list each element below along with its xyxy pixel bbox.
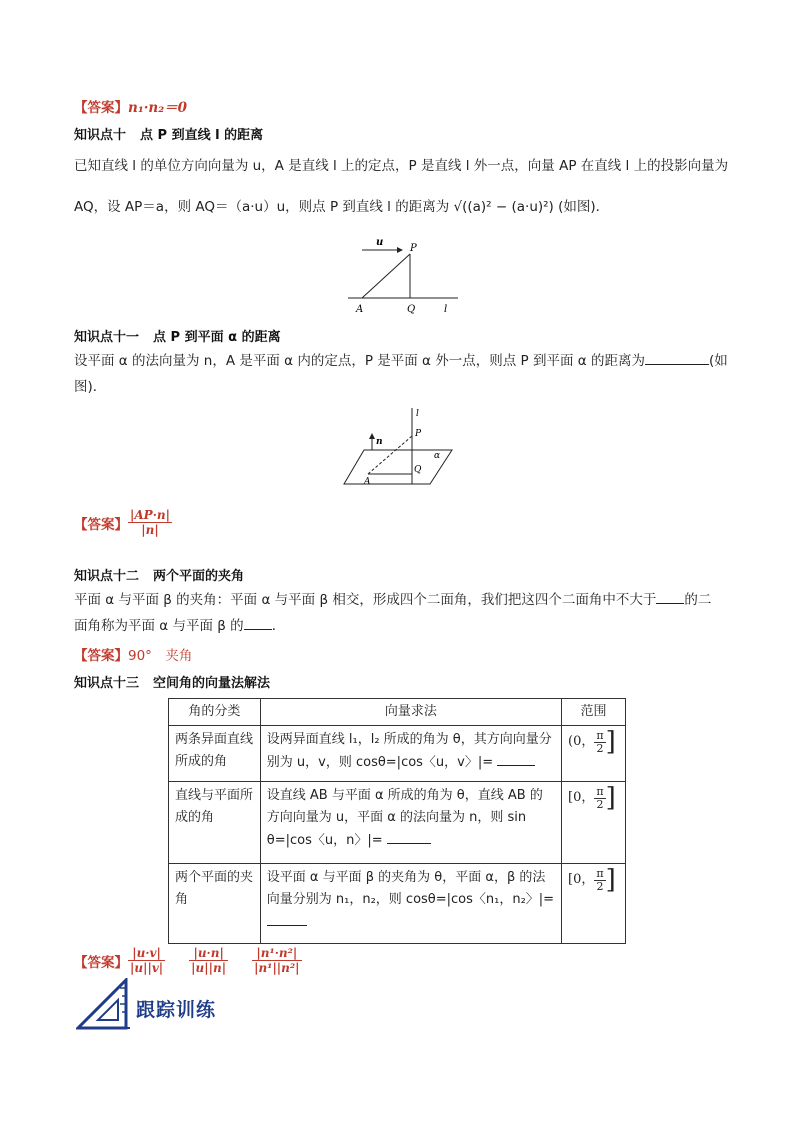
table-header-row xyxy=(169,699,626,726)
answer-kp11: 【答案】 $\frac{|AP\cdot n|}{|n|}$ xyxy=(74,508,170,537)
kp12-line2: 面角称为平面 α 与平面 β 的 ． xyxy=(74,615,285,637)
figure-point-plane-distance xyxy=(342,404,460,488)
label-Q: Q xyxy=(414,465,422,475)
answer-fraction: $\frac{\text{|n¹·n²|}}{\text{|n¹||n²|}}$ xyxy=(254,946,300,975)
label-u: u xyxy=(376,237,384,248)
answer-kp13: 【答案】 $\frac{|u\cdot v|}{|u||v|}$ $\frac{|u\cdot n|}{|u||n|}$ $\frac{\text{|n¹·n²|}}{\text{|n¹||n²|}}$ xyxy=(74,946,300,975)
table-row xyxy=(169,864,626,944)
blank-angle xyxy=(656,589,684,604)
label-A: A xyxy=(356,304,364,315)
label-alpha: α xyxy=(434,451,441,461)
row-range: [0， π 2 ] xyxy=(562,864,626,944)
header-method: 向量求法 xyxy=(260,699,561,726)
segment-AP xyxy=(368,436,412,474)
blank-term xyxy=(244,615,272,630)
row-method: 设平面 α 与平面 β 的夹角为 θ，平面 α，β 的法向量分别为 n₁，n₂，则 cosθ=|cos〈n₁，n₂〉|= xyxy=(260,864,561,944)
row-category: 两个平面的夹角 xyxy=(169,864,261,944)
row-method: 设两异面直线 l₁，l₂ 所成的角为 θ，其方向向量分别为 u，v，则 cosθ=|cos〈u，v〉|= xyxy=(260,726,561,782)
set-square-icon xyxy=(76,978,132,1030)
kp10-line1: 已知直线 l 的单位方向向量为 u，A 是直线 l 上的定点，P 是直线 l 外一点，向量 AP 在直线 l 上的投影向量为 xyxy=(74,158,729,174)
kp11-line2: 图)． xyxy=(74,379,107,395)
section-title: 跟踪训练 xyxy=(136,999,217,1021)
figure-point-line-distance xyxy=(340,234,470,318)
section-header-tracking-practice xyxy=(76,978,216,1030)
label-A: A xyxy=(364,477,371,487)
segment-AP xyxy=(362,254,410,298)
table-row xyxy=(169,782,626,864)
label-l: l xyxy=(444,304,448,315)
kp11-line1: 设平面 α 的法向量为 n，A 是平面 α 内的定点，P 是平面 α 外一点，则点 P 到平面 α 的距离为 (如 xyxy=(74,350,734,372)
kp12-line1: 平面 α 与平面 β 的夹角：平面 α 与平面 β 相交，形成四个二面角，我们把这四个二面角中不大于 的二 xyxy=(74,589,744,611)
heading-kp12: 知识点十二 两个平面的夹角 xyxy=(74,569,245,584)
answer-fraction: $\frac{|u\cdot v|}{|u||v|}$ xyxy=(130,946,164,975)
label-P: P xyxy=(415,429,422,439)
row-range: (0， π 2 ] xyxy=(562,726,626,782)
label-n: n xyxy=(376,437,383,447)
row-range: [0， π 2 ] xyxy=(562,782,626,864)
kp10-line2: AQ，设 AP＝a，则 AQ＝（a·u）u，则点 P 到直线 l 的距离为 √((a)² − (a·u)²) (如图)． xyxy=(74,199,610,215)
label-Q: Q xyxy=(407,304,416,315)
answer-kp9: 【答案】n₁·n₂＝0 xyxy=(74,100,188,116)
label-l: l xyxy=(416,409,419,419)
row-category: 两条异面直线所成的角 xyxy=(169,726,261,782)
heading-kp11: 知识点十一 点 P 到平面 α 的距离 xyxy=(74,330,281,345)
space-angle-table xyxy=(168,698,626,944)
heading-kp10: 知识点十 点 P 到直线 l 的距离 xyxy=(74,128,264,143)
answer-kp12: 【答案】90° 夹角 xyxy=(74,648,193,664)
header-category: 角的分类 xyxy=(169,699,261,726)
table-row xyxy=(169,726,626,782)
heading-kp13: 知识点十三 空间角的向量法解法 xyxy=(74,676,271,691)
blank-distance xyxy=(645,350,709,365)
row-category: 直线与平面所成的角 xyxy=(169,782,261,864)
answer-fraction: $\frac{|u\cdot n|}{|u||n|}$ xyxy=(191,946,227,975)
header-range: 范围 xyxy=(562,699,626,726)
row-method: 设直线 AB 与平面 α 所成的角为 θ，直线 AB 的方向向量为 u，平面 α 的法向量为 n，则 sin θ=|cos〈u，n〉|= xyxy=(260,782,561,864)
answer-fraction: $\frac{|AP\cdot n|}{|n|}$ xyxy=(130,508,170,537)
label-P: P xyxy=(410,243,417,254)
